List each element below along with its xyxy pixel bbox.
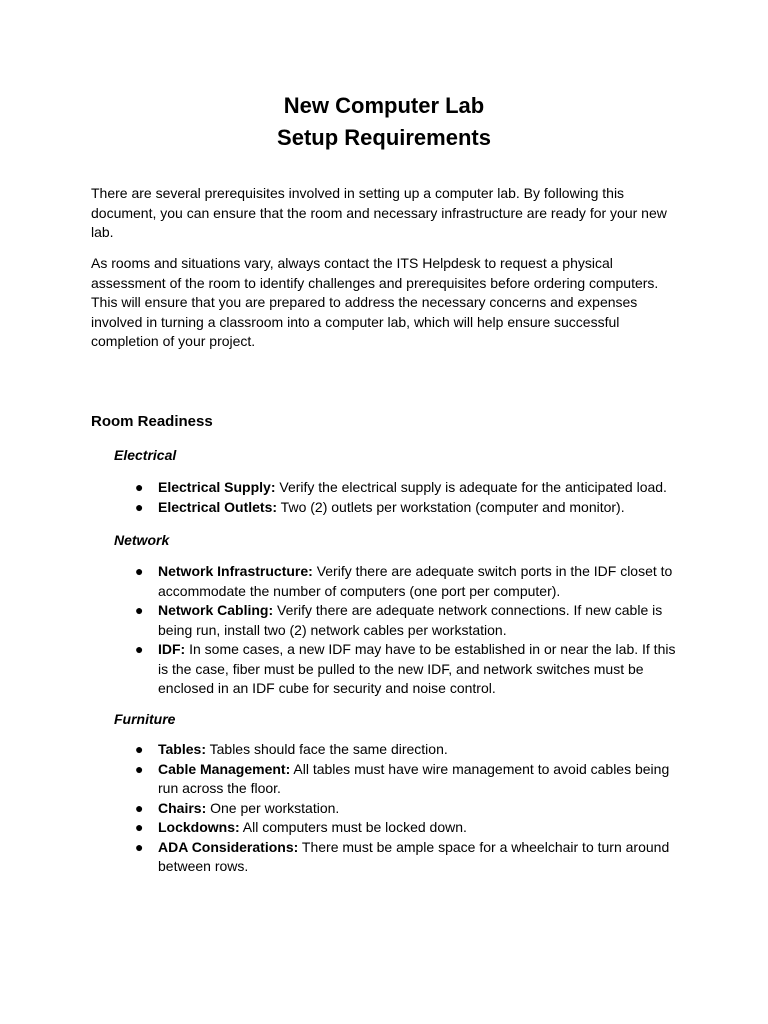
list-item-term: Electrical Supply: — [158, 479, 276, 495]
list-item — [0, 562, 678, 601]
list-item-text: Verify there are adequate network connections. If new cable is being run, install two (2) network cables per workstation. — [158, 602, 663, 638]
intro-paragraph-1: There are several prerequisites involved in setting up a computer lab. By following this document, you can ensure that the room and necessary infrastructure are ready for your new lab. — [91, 185, 667, 240]
list-item-term: ADA Considerations: — [158, 838, 299, 855]
electrical-list — [0, 478, 768, 517]
network-list — [0, 562, 768, 699]
list-item-term: Chairs: — [158, 799, 207, 816]
title-line-1: New Computer Lab — [283, 93, 485, 118]
title-line-2: Setup Requirements — [277, 125, 491, 150]
list-item — [0, 799, 678, 819]
list-item-term: Lockdowns: — [158, 819, 240, 835]
list-item — [0, 760, 678, 799]
document-title — [0, 90, 768, 154]
bullet-icon: ● — [135, 563, 144, 579]
bullet-icon: ● — [135, 760, 144, 777]
bullet-icon: ● — [135, 498, 144, 515]
network-heading: Network — [114, 532, 170, 548]
intro-paragraph-2: As rooms and situations vary, always contact the ITS Helpdesk to request a physical assessment of the room to identify challenges and prerequisites before ordering computers. This will ensure that you are prepared to address the necessary concerns and expenses involved in turning a classroom into a computer lab, which will help ensure successful completion of your project. — [91, 255, 659, 349]
list-item — [0, 818, 678, 838]
list-item-term: Cable Management: — [158, 760, 291, 777]
bullet-icon: ● — [135, 799, 144, 816]
bullet-icon: ● — [135, 741, 144, 757]
list-item — [0, 478, 678, 498]
bullet-icon: ● — [135, 838, 144, 855]
list-item-text: There must be ample space for a wheelchair to turn around between rows. — [158, 838, 670, 874]
list-item — [0, 498, 678, 518]
list-item — [0, 740, 678, 760]
furniture-list — [0, 740, 768, 877]
furniture-heading: Furniture — [114, 711, 176, 727]
list-item-term: Network Infrastructure: — [158, 563, 313, 579]
list-item — [0, 838, 678, 877]
bullet-icon: ● — [135, 641, 144, 657]
list-item-term: Electrical Outlets: — [158, 498, 278, 515]
list-item-text: In some cases, a new IDF may have to be established in or near the lab. If this is the case, fiber must be pulled to the new IDF, and network switches must be enclosed in an IDF cube for security and noise control. — [158, 641, 676, 696]
room-readiness-heading: Room Readiness — [91, 413, 213, 430]
list-item-text: Verify there are adequate switch ports in the IDF closet to accommodate the number of computers (one port per computer). — [158, 563, 673, 599]
bullet-icon: ● — [135, 819, 144, 835]
list-item-text: Verify the electrical supply is adequate for the anticipated load. — [275, 479, 667, 495]
list-item-term: IDF: — [158, 641, 186, 657]
list-item-term: Tables: — [158, 741, 206, 757]
list-item-term: Network Cabling: — [158, 602, 274, 618]
list-item-text: Tables should face the same direction. — [205, 741, 448, 757]
list-item — [0, 601, 678, 640]
list-item-text: All computers must be locked down. — [239, 819, 467, 835]
list-item-text: Two (2) outlets per workstation (computer and monitor). — [277, 498, 625, 515]
list-item-text: All tables must have wire management to avoid cables being run across the floor. — [158, 760, 670, 796]
list-item-text: One per workstation. — [206, 799, 340, 816]
bullet-icon: ● — [135, 602, 144, 618]
electrical-heading: Electrical — [114, 447, 177, 463]
list-item — [0, 640, 678, 699]
bullet-icon: ● — [135, 479, 144, 495]
